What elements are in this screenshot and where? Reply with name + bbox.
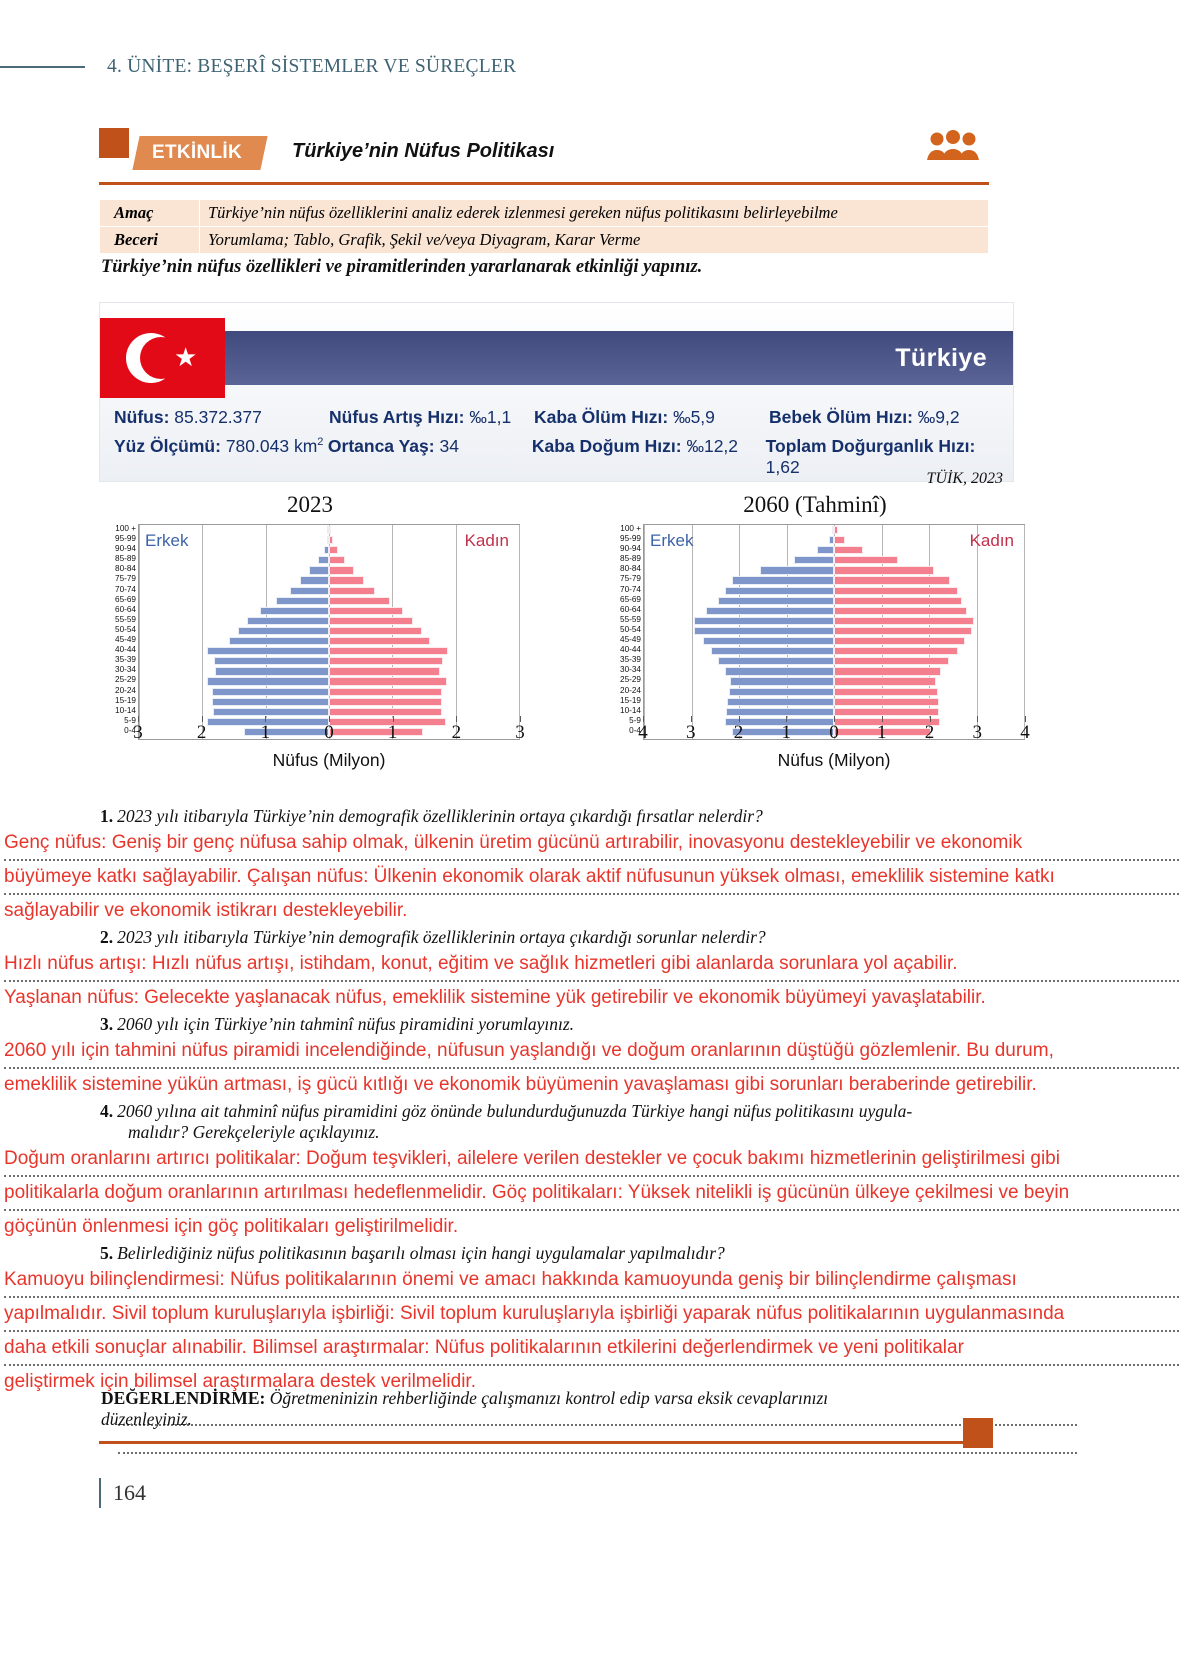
male-bar [694,617,834,625]
pyramid-row [139,535,519,545]
age-label: 90-94 [115,544,136,554]
female-bar [329,526,331,534]
question-text: 2023 yılı itibarıyla Türkiye’nin demografik özelliklerinin ortaya çıkardığı sorunlar nelerdir? [117,927,766,947]
activity-banner [99,128,989,190]
pyramid-row [139,656,519,666]
answer-2[interactable] [0,948,1187,1014]
page-number-rule [99,1478,101,1508]
x-axis [133,716,525,743]
age-label: 70-74 [115,584,136,594]
chart-title: 2060 (Tahminî) [743,492,887,517]
age-label: 60-64 [620,604,641,614]
x-tick-label: 3 [686,722,696,743]
pyramid-row [139,525,519,535]
age-axis-labels [100,524,136,736]
male-bar [247,617,329,625]
male-bar [300,576,329,584]
question-number: 4. [100,1101,114,1121]
male-bar [732,576,834,584]
question-5 [0,1243,1187,1264]
x-tick-label: 2 [196,722,207,743]
answer-line: Hızlı nüfus artışı: Hızlı nüfus artışı, istihdam, konut, eğitim ve sağlık hizmetleri gibi alanlarda sorunlara yol açabilir. [4,953,958,974]
stat-label: Kaba Ölüm Hızı: [534,407,669,427]
female-bar [834,617,974,625]
age-label: 25-29 [115,675,136,685]
evaluation-label: DEĞERLENDİRME: [101,1388,266,1408]
male-bar [207,647,329,655]
pyramid-row [139,616,519,626]
pyramid-row [139,606,519,616]
x-tick-label: 4 [1020,722,1030,743]
stat-nufus [114,407,329,428]
male-bar [718,597,834,605]
male-bar [276,597,329,605]
age-label: 20-24 [620,685,641,695]
female-bar [834,657,949,665]
female-bar [329,627,422,635]
age-label: 80-84 [115,564,136,574]
stats-row [100,403,1013,432]
pyramid-row [644,525,1024,535]
age-label: 45-49 [115,635,136,645]
pyramid-row [644,616,1024,626]
pyramid-row [139,636,519,646]
pyramid-row [644,676,1024,686]
male-bar [260,607,329,615]
stat-kaba-dogum [532,436,766,457]
pyramid-row [644,656,1024,666]
table-key: Amaç [100,200,200,227]
stat-label: Yüz Ölçümü: [114,436,221,456]
age-label: 0-4 [629,725,641,735]
chart-plot-area [100,524,520,740]
question-text: Belirlediğiniz nüfus politikasının başarılı olması için hangi uygulamalar yapılmalıdır? [117,1243,725,1263]
country-stats [100,403,1013,482]
female-bar [329,556,345,564]
pyramid-row [644,626,1024,636]
pyramid-row [139,626,519,636]
answer-1[interactable] [0,827,1187,927]
table-row [100,227,989,254]
female-bar [834,526,838,534]
answer-line: Doğum oranlarını artırıcı politikalar: Doğum teşvikleri, ailelere verilen destekler ve çocuk bakımı hizmetlerinin geliştirilmesi gibi [4,1148,1060,1169]
male-bar [711,647,835,655]
country-name-bar [225,331,1013,385]
running-head [0,56,1187,78]
pyramid-row [644,545,1024,555]
male-bar [238,627,329,635]
population-pyramid-2023 [100,492,525,770]
female-bar [329,657,443,665]
age-label: 95-99 [620,534,641,544]
age-label: 45-49 [620,635,641,645]
female-bar [834,688,938,696]
stat-nufus-artis [329,407,534,428]
x-tick-label: 1 [781,722,791,743]
male-bar [290,587,329,595]
age-label: 60-64 [115,604,136,614]
female-bar [329,566,354,574]
chart-plot-area [605,524,1025,740]
age-label: 50-54 [115,624,136,634]
female-bar [834,698,939,706]
running-head-rule [0,66,85,68]
male-bar [309,566,329,574]
blank-ruled-line [118,1452,1077,1454]
stat-value: ‰1,1 [469,407,512,427]
answer-line: göçünün önlenmesi için göç politikaları geliştirilmelidir. [4,1216,459,1237]
age-label: 35-39 [620,655,641,665]
pyramid-row [644,636,1024,646]
stat-bebek-olum [769,407,960,428]
female-bar [834,708,939,716]
activity-tab [132,136,267,170]
legend-male: Erkek [650,531,694,550]
age-axis-labels [605,524,641,736]
male-bar [730,677,835,685]
x-tick-label: 1 [387,722,398,743]
male-bar [213,708,329,716]
turkey-flag-icon [100,318,225,398]
female-bar [329,698,442,706]
x-tick-label: 4 [638,722,648,743]
question-4 [0,1101,1187,1143]
question-2 [0,927,1187,948]
question-1 [0,806,1187,827]
gridline [1024,525,1025,739]
pyramid-row [644,596,1024,606]
pyramid-row [644,586,1024,596]
answer-line: Yaşlanan nüfus: Gelecekte yaşlanacak nüfus, emeklilik sistemine yük getirebilir ve ekonomik büyümeyi yavaşlatabilir. [4,987,986,1008]
stat-value: 85.372.377 [174,407,262,427]
female-bar [834,546,863,554]
country-name: Türkiye [895,343,987,372]
female-bar [329,708,442,716]
activity-tab-label: ETKİNLİK [152,142,243,163]
stat-value: ‰12,2 [686,436,739,456]
activity-underline [99,182,989,185]
question-number: 2. [100,927,114,947]
female-bar [329,617,413,625]
chart-canvas [643,524,1025,740]
male-bar [229,637,329,645]
x-tick-label: 1 [877,722,887,743]
age-label: 30-34 [620,665,641,675]
data-source: TÜİK, 2023 [926,470,1003,487]
female-bar [834,556,898,564]
answer-line: politikalarla doğum oranlarının artırılması hedeflenmelidir. Göç politikaları: Yüksek nitelikli iş gücünün ülkeye çekilmesi ve beyin [4,1182,1070,1203]
female-bar [329,647,448,655]
x-tick-label: 1 [260,722,271,743]
male-bar [794,556,834,564]
question-text: 2060 yılına ait tahminî nüfus piramidini göz önünde bulundurduğunuzda Türkiye hangi nüfus politikasını uygula- [117,1101,913,1121]
table-value: Türkiye’nin nüfus özelliklerini analiz ederek izlenmesi gereken nüfus politikasını belirleyebilme [200,200,989,227]
age-label: 100 + [620,524,641,533]
stat-kaba-olum [534,407,769,428]
x-tick-label: 3 [133,722,143,743]
male-bar [215,667,329,675]
evaluation-section [101,1388,1001,1430]
answer-line: yapılmalıdır. Sivil toplum kuruluşlarıyla işbirliği: Sivil toplum kuruluşlarıyla işbirliği yaparak nüfus politikalarının uygulanmasında [4,1303,1065,1324]
pyramid-row [139,666,519,676]
stat-value: 1,62 [765,457,800,477]
age-label: 35-39 [115,655,136,665]
pyramid-row [139,565,519,575]
pyramid-row [139,697,519,707]
pyramid-row [139,676,519,686]
female-bar [834,566,934,574]
age-label: 70-74 [620,584,641,594]
chart-canvas [138,524,520,740]
age-label: 75-79 [115,574,136,584]
question-3 [0,1014,1187,1035]
page-footer [99,1478,146,1508]
age-label: 5-9 [124,715,136,725]
age-label: 50-54 [620,624,641,634]
x-tick-label: 0 [324,722,334,743]
pyramid-row [139,586,519,596]
female-bar [329,667,440,675]
country-info-card [99,302,1014,487]
stat-ortanca-yas [328,436,532,457]
x-tick-label: 2 [451,722,462,743]
question-number: 5. [100,1243,114,1263]
stat-label: Nüfus Artış Hızı: [329,407,465,427]
answer-line: büyümeye katkı sağlayabilir. Çalışan nüfus: Ülkenin ekonomik olarak aktif nüfusunun yüksek olması, emeklilik sistemine katkı [4,866,1055,887]
pyramid-row [139,596,519,606]
pyramid-row [644,565,1024,575]
female-bar [834,647,958,655]
male-bar [318,556,329,564]
female-bar [834,607,967,615]
female-bar [329,536,333,544]
chart-title: 2023 [287,492,333,517]
pyramid-row [644,555,1024,565]
answer-line: 2060 yılı için tahmini nüfus piramidi incelendiğinde, nüfusun yaşlandığı ve doğum oranlarının düştüğü gözlemlenir. Bu durum, [4,1040,1054,1061]
age-label: 30-34 [115,665,136,675]
table-value: Yorumlama; Tablo, Grafik, Şekil ve/veya Diyagram, Karar Verme [200,227,989,254]
male-bar [718,657,834,665]
male-bar [703,637,834,645]
flag-star: ★ [174,343,198,372]
x-tick-label: 3 [972,722,982,743]
question-text-cont: malıdır? Gerekçeleriyle açıklayınız. [128,1122,380,1142]
age-label: 25-29 [620,675,641,685]
stat-value: ‰9,2 [917,407,960,427]
pyramid-row [644,535,1024,545]
male-bar [725,587,834,595]
age-label: 75-79 [620,574,641,584]
female-bar [834,677,936,685]
x-axis [638,716,1030,743]
activity-corner-square [99,128,129,158]
pyramid-row [139,575,519,585]
male-bar [726,708,834,716]
x-tick-label: 2 [733,722,744,743]
pyramid-row [644,687,1024,697]
answer-line: Genç nüfus: Geniş bir genç nüfusa sahip olmak, ülkenin üretim gücünü artırabilir, inovasyonu destekleyebilir ve ekonomik [4,832,1023,853]
age-label: 55-59 [115,614,136,624]
pyramid-row [139,545,519,555]
pyramid-row [644,606,1024,616]
male-bar [817,546,834,554]
female-bar [834,637,965,645]
male-bar [760,566,834,574]
stat-value: ‰5,9 [673,407,715,427]
age-label: 80-84 [620,564,641,574]
legend-female: Kadın [464,531,509,550]
stat-value-text: 780.043 km [225,436,318,456]
question-number: 1. [100,806,114,826]
female-bar [329,546,338,554]
answer-line: emeklilik sistemine yükün artması, iş gücü kıtlığı ve ekonomik büyümenin yavaşlaması gibi sorunları beraberinde getirebilir. [4,1074,1037,1095]
objective-skill-table [99,199,989,254]
questions-answers [0,806,1187,1454]
bar-rows [644,525,1024,737]
male-bar [725,667,834,675]
stat-label: Ortanca Yaş: [327,436,435,456]
male-bar [214,657,329,665]
superscript-two: 2 [317,436,324,449]
pyramid-row [139,555,519,565]
male-bar [207,677,329,685]
stat-value: 34 [439,436,459,456]
gridline [519,525,520,739]
male-bar [706,607,834,615]
legend-male: Erkek [145,531,189,550]
female-bar [329,607,403,615]
male-bar [727,698,834,706]
age-label: 55-59 [620,614,641,624]
age-label: 90-94 [620,544,641,554]
answer-line: sağlayabilir ve ekonomik istikrarı destekleyebilir. [4,900,408,921]
stat-label: Nüfus: [114,407,170,427]
answer-5[interactable] [0,1264,1187,1398]
evaluation-corner-square [963,1418,993,1448]
x-axis-label: Nüfus (Milyon) [272,750,386,770]
age-label: 40-44 [115,645,136,655]
page-number: 164 [113,1480,146,1505]
female-bar [329,587,375,595]
pyramid-row [139,646,519,656]
age-label: 0-4 [124,725,136,735]
age-label: 65-69 [115,594,136,604]
age-label: 10-14 [115,705,136,715]
question-number: 3. [100,1014,114,1034]
age-label: 65-69 [620,594,641,604]
female-bar [329,597,390,605]
female-bar [834,597,962,605]
x-tick-label: 0 [829,722,839,743]
male-bar [694,627,834,635]
male-bar [729,688,834,696]
group-people-icon [925,130,981,167]
evaluation-rule [99,1441,989,1444]
x-axis-label: Nüfus (Milyon) [777,750,891,770]
stat-value [226,436,324,456]
age-label: 85-89 [115,554,136,564]
age-label: 10-14 [620,705,641,715]
question-text: 2023 yılı itibarıyla Türkiye’nin demografik özelliklerinin ortaya çıkardığı fırsatlar nelerdir? [117,806,763,826]
female-bar [329,637,430,645]
answer-line: daha etkili sonuçlar alınabilir. Bilimsel araştırmalar: Nüfus politikalarının etkilerini değerlendirmek ve yeni politikalar [4,1337,964,1358]
female-bar [834,576,950,584]
pyramid-row [644,646,1024,656]
table-row [100,200,989,227]
age-label: 40-44 [620,645,641,655]
stats-row [100,432,1013,482]
female-bar [329,688,442,696]
pyramid-row [644,697,1024,707]
male-bar [212,698,329,706]
pyramid-row [644,575,1024,585]
evaluation-text: Öğretmeninizin rehberliğinde çalışmanızı kontrol edip varsa eksik cevaplarınızı [269,1388,829,1408]
answer-line: Kamuoyu bilinçlendirmesi: Nüfus politikalarının önemi ve amacı hakkında kamuoyunda geniş bir bilinçlendirme çalışması [4,1269,1017,1290]
population-pyramid-2060 [605,492,1030,770]
bar-rows [139,525,519,737]
age-label: 5-9 [629,715,641,725]
question-text: 2060 yılı için Türkiye’nin tahminî nüfus piramidini yorumlayınız. [117,1014,575,1034]
x-tick-label: 2 [924,722,935,743]
female-bar [329,677,447,685]
activity-title: Türkiye’nin Nüfus Politikası [292,140,555,162]
stat-label: Toplam Doğurganlık Hızı: [765,436,976,456]
stat-label: Kaba Doğum Hızı: [531,436,682,456]
answer-4[interactable] [0,1143,1187,1243]
legend-female: Kadın [969,531,1014,550]
answer-line: geliştirmek için bilimsel araştırmalara destek verilmelidir. [4,1371,476,1392]
female-bar [834,627,972,635]
age-label: 20-24 [115,685,136,695]
running-head-text: 4. ÜNİTE: BEŞERÎ SİSTEMLER VE SÜREÇLER [107,56,517,77]
instruction-text: Türkiye’nin nüfus özellikleri ve piramitlerinden yararlanarak etkinliği yapınız. [101,257,703,277]
female-bar [329,576,364,584]
female-bar [834,536,845,544]
stat-label: Bebek Ölüm Hızı: [769,407,913,427]
pyramid-row [139,687,519,697]
age-label: 85-89 [620,554,641,564]
age-label: 15-19 [620,695,641,705]
stat-yuzolcumu [114,436,328,457]
evaluation-text-cont: düzenleyiniz. [101,1409,192,1429]
answer-3[interactable] [0,1035,1187,1101]
female-bar [834,667,941,675]
pyramid-row [644,666,1024,676]
table-key: Beceri [100,227,200,254]
age-label: 95-99 [115,534,136,544]
x-tick-label: 3 [515,722,525,743]
age-label: 100 + [115,524,136,533]
male-bar [212,688,329,696]
age-label: 15-19 [115,695,136,705]
female-bar [834,587,958,595]
